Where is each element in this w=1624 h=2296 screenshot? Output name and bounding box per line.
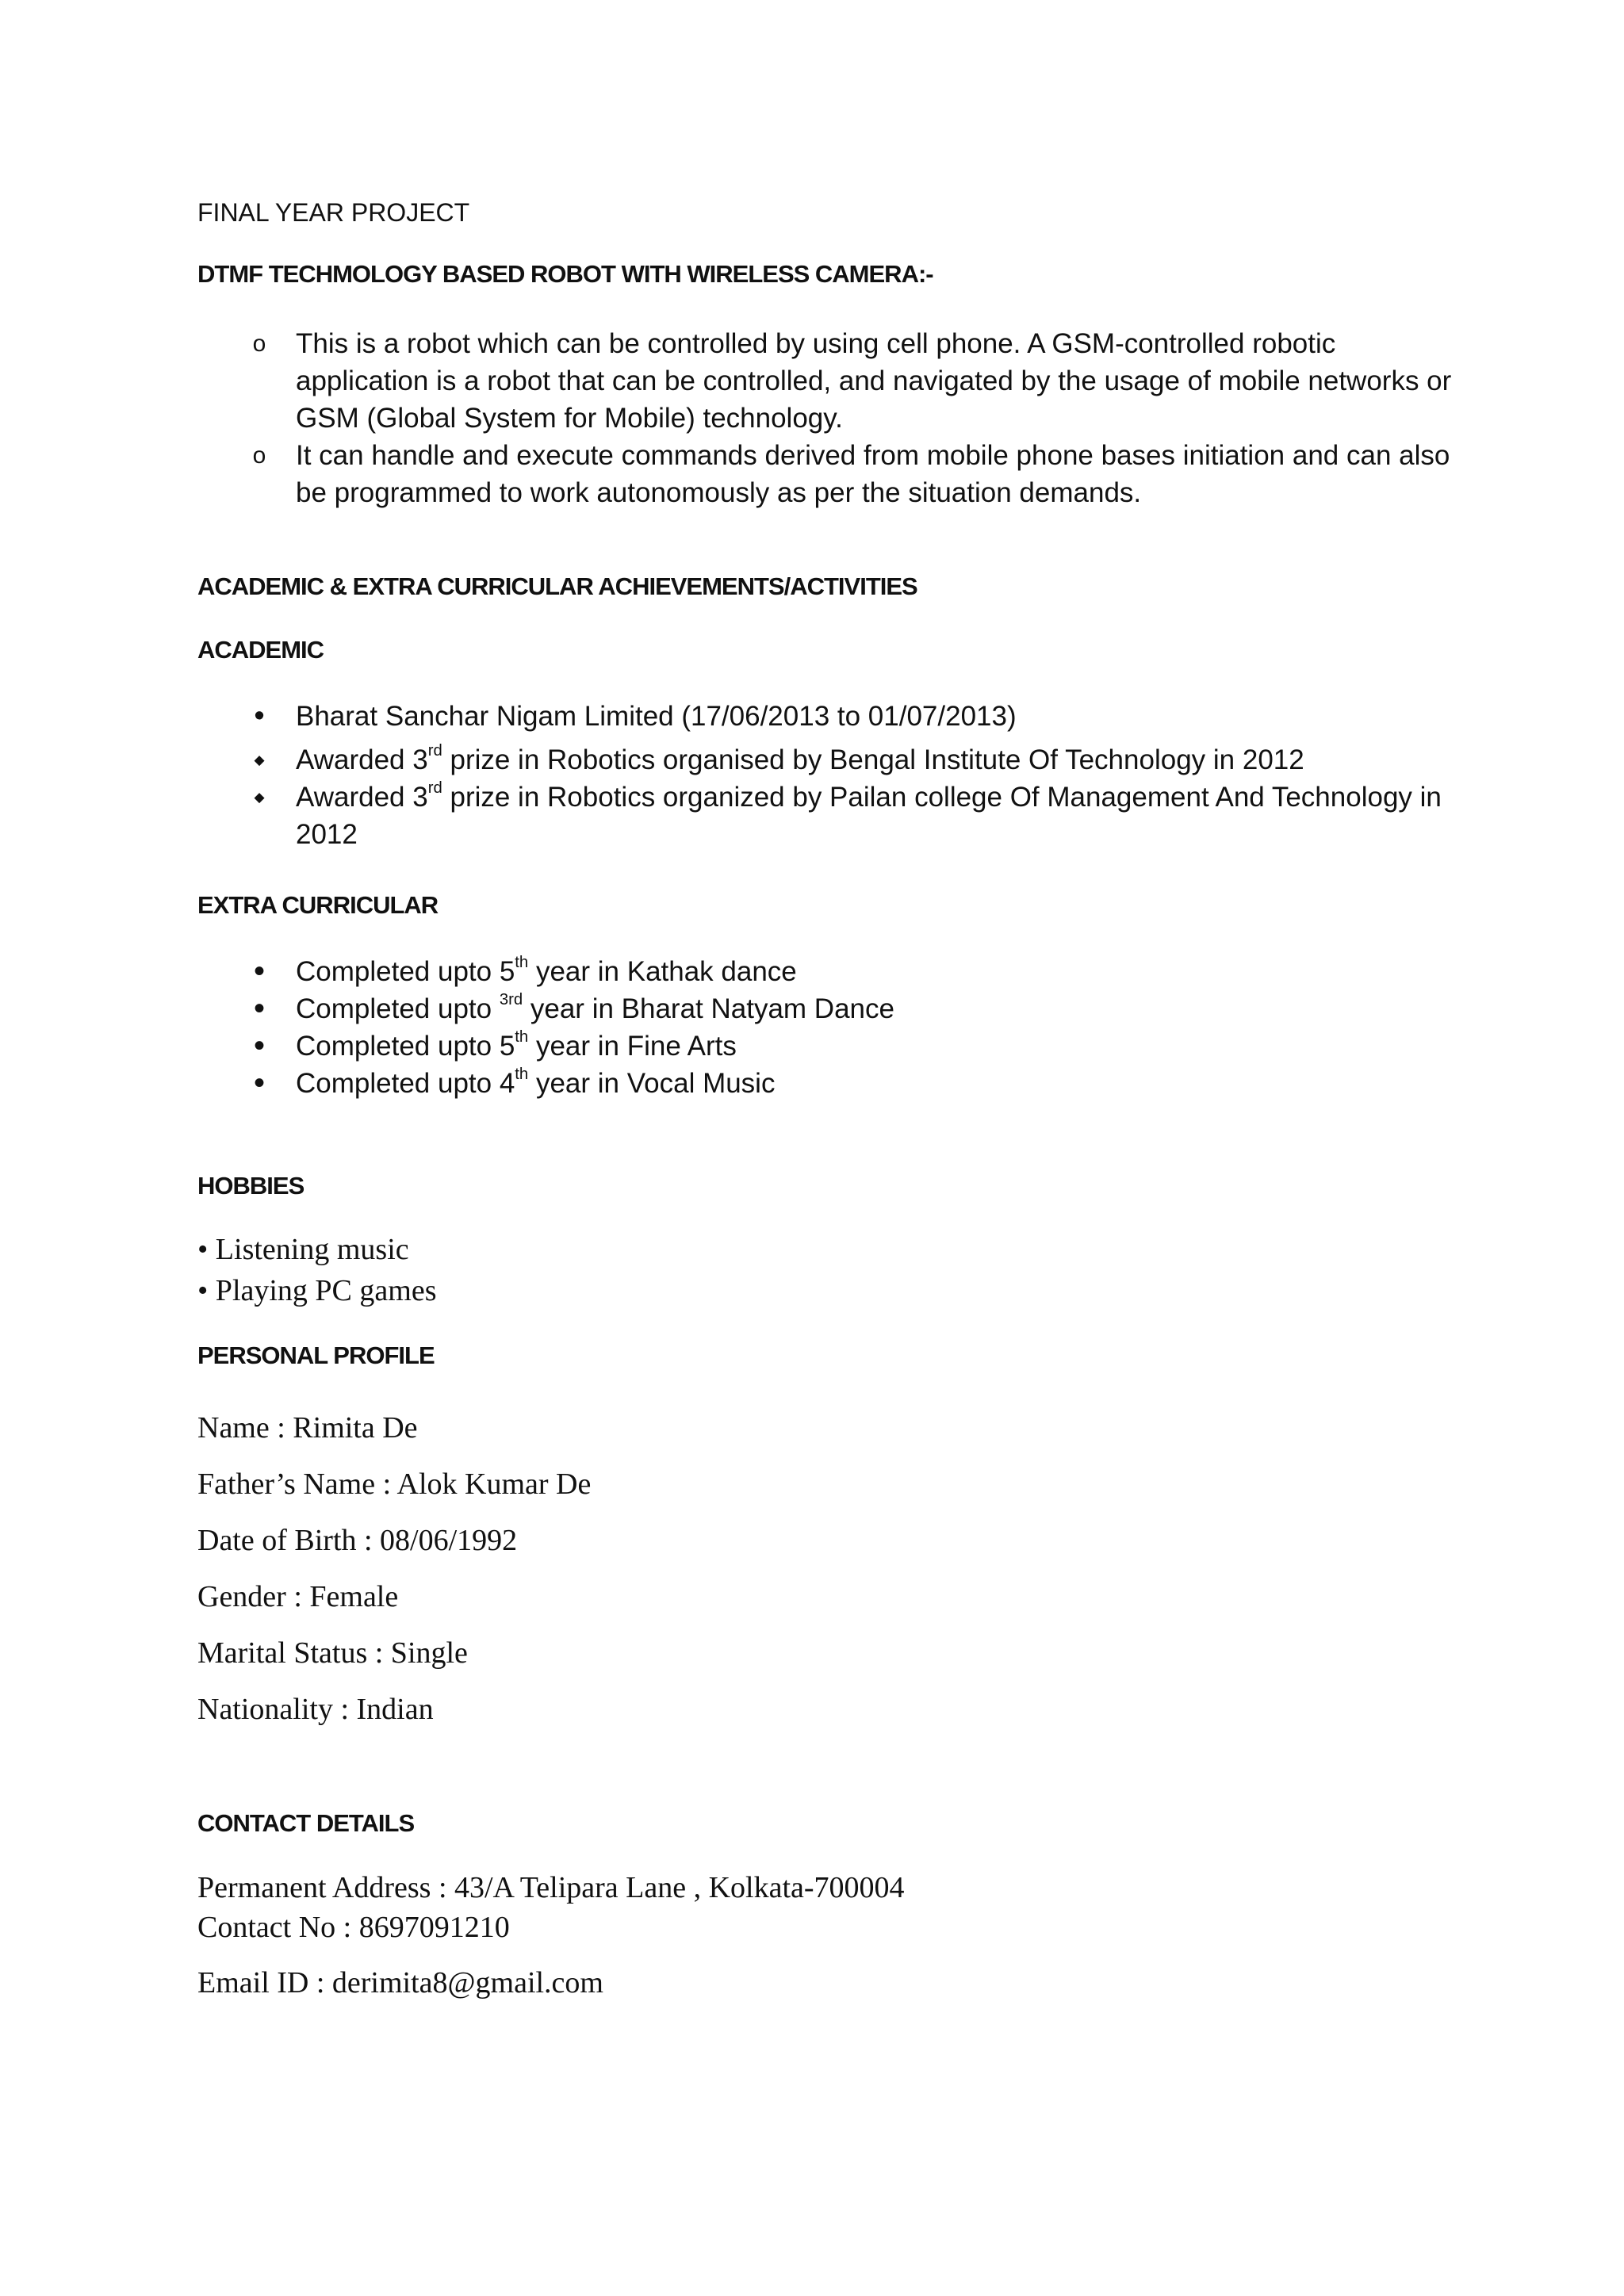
hobby-item: • Playing PC games (197, 1274, 437, 1307)
academic-item-text: Bharat Sanchar Nigam Limited (17/06/2013 to 01/07/2013) (296, 701, 1017, 732)
extra-item-text: year in Kathak dance (528, 956, 797, 987)
list-item (197, 953, 1466, 990)
extra-item-text: Completed upto 4 (296, 1068, 515, 1099)
profile-date-of-birth: Date of Birth : 08/06/1992 (197, 1524, 518, 1557)
bullet-dot-icon: • (253, 1066, 265, 1100)
profile-name: Name : Rimita De (197, 1411, 418, 1445)
list-item (197, 698, 1466, 735)
bullet-dot-icon: • (253, 1028, 265, 1063)
bullet-dot-icon: • (253, 991, 265, 1026)
academic-item-text: prize in Robotics organized by Pailan college Of Management And Technology in 2012 (296, 782, 1442, 850)
achievements-heading: ACADEMIC & EXTRA CURRICULAR ACHIEVEMENTS/ACTIVITIES (197, 572, 917, 600)
list-item (197, 1065, 1466, 1102)
project-bullet-text: This is a robot which can be controlled by using cell phone. A GSM-controlled robotic application is a robot that can be controlled, and navigated by the usage of mobile networks or GSM (Global System for Mobile) technology. (296, 328, 1452, 434)
hobbies-heading: HOBBIES (197, 1172, 304, 1200)
contact-details-heading: CONTACT DETAILS (197, 1809, 415, 1837)
extra-item-text: Completed upto 5 (296, 956, 515, 987)
contact-address: Permanent Address : 43/A Telipara Lane , Kolkata-700004 (197, 1871, 905, 1904)
contact-phone: Contact No : 8697091210 (197, 1911, 510, 1944)
personal-profile-heading: PERSONAL PROFILE (197, 1341, 435, 1369)
list-item (197, 741, 1466, 779)
ordinal-suffix: rd (427, 742, 442, 760)
diamond-bullet-icon: ◆ (254, 790, 265, 805)
list-item (197, 1027, 1466, 1065)
extra-curricular-list (197, 953, 1466, 1102)
bullet-dot-icon: • (253, 954, 265, 989)
ordinal-suffix: rd (427, 779, 442, 798)
bullet-dot-icon: • (254, 699, 265, 733)
hobby-item: • Listening music (197, 1233, 409, 1266)
final-year-project-heading: FINAL YEAR PROJECT (197, 198, 470, 227)
profile-marital-status: Marital Status : Single (197, 1636, 468, 1670)
list-item (197, 325, 1458, 437)
ordinal-suffix: 3rd (499, 991, 523, 1009)
extra-item-text: Completed upto (296, 993, 500, 1024)
hobbies-list (197, 1229, 436, 1311)
ordinal-suffix: th (515, 954, 529, 972)
contact-details-rows (197, 1868, 905, 2003)
extra-item-text: year in Bharat Natyam Dance (523, 993, 894, 1024)
list-item (197, 990, 1466, 1027)
profile-father-name: Father’s Name : Alok Kumar De (197, 1468, 592, 1501)
project-description-list (197, 325, 1458, 511)
circle-bullet-icon: o (252, 331, 266, 357)
personal-profile-rows (197, 1400, 591, 1738)
extra-curricular-heading: EXTRA CURRICULAR (197, 891, 439, 919)
academic-heading: ACADEMIC (197, 636, 324, 664)
academic-item-text: Awarded 3 (296, 782, 428, 813)
academic-list (197, 698, 1466, 853)
project-bullet-text: It can handle and execute commands derived from mobile phone bases initiation and can also be programmed to work autonomously as per the situation demands. (296, 440, 1450, 508)
profile-gender: Gender : Female (197, 1580, 399, 1613)
ordinal-suffix: th (515, 1028, 529, 1047)
list-item (197, 437, 1458, 511)
project-title: DTMF TECHMOLOGY BASED ROBOT WITH WIRELESS CAMERA:- (197, 260, 933, 288)
extra-item-text: year in Fine Arts (528, 1031, 737, 1062)
academic-item-text: prize in Robotics organised by Bengal Institute Of Technology in 2012 (442, 744, 1304, 775)
extra-item-text: year in Vocal Music (528, 1068, 776, 1099)
ordinal-suffix: th (515, 1066, 529, 1084)
diamond-bullet-icon: ◆ (254, 752, 265, 767)
academic-item-text: Awarded 3 (296, 744, 428, 775)
circle-bullet-icon: o (252, 442, 266, 469)
extra-item-text: Completed upto 5 (296, 1031, 515, 1062)
profile-nationality: Nationality : Indian (197, 1693, 434, 1726)
list-item (197, 779, 1466, 853)
contact-email: Email ID : derimita8@gmail.com (197, 1966, 603, 1999)
